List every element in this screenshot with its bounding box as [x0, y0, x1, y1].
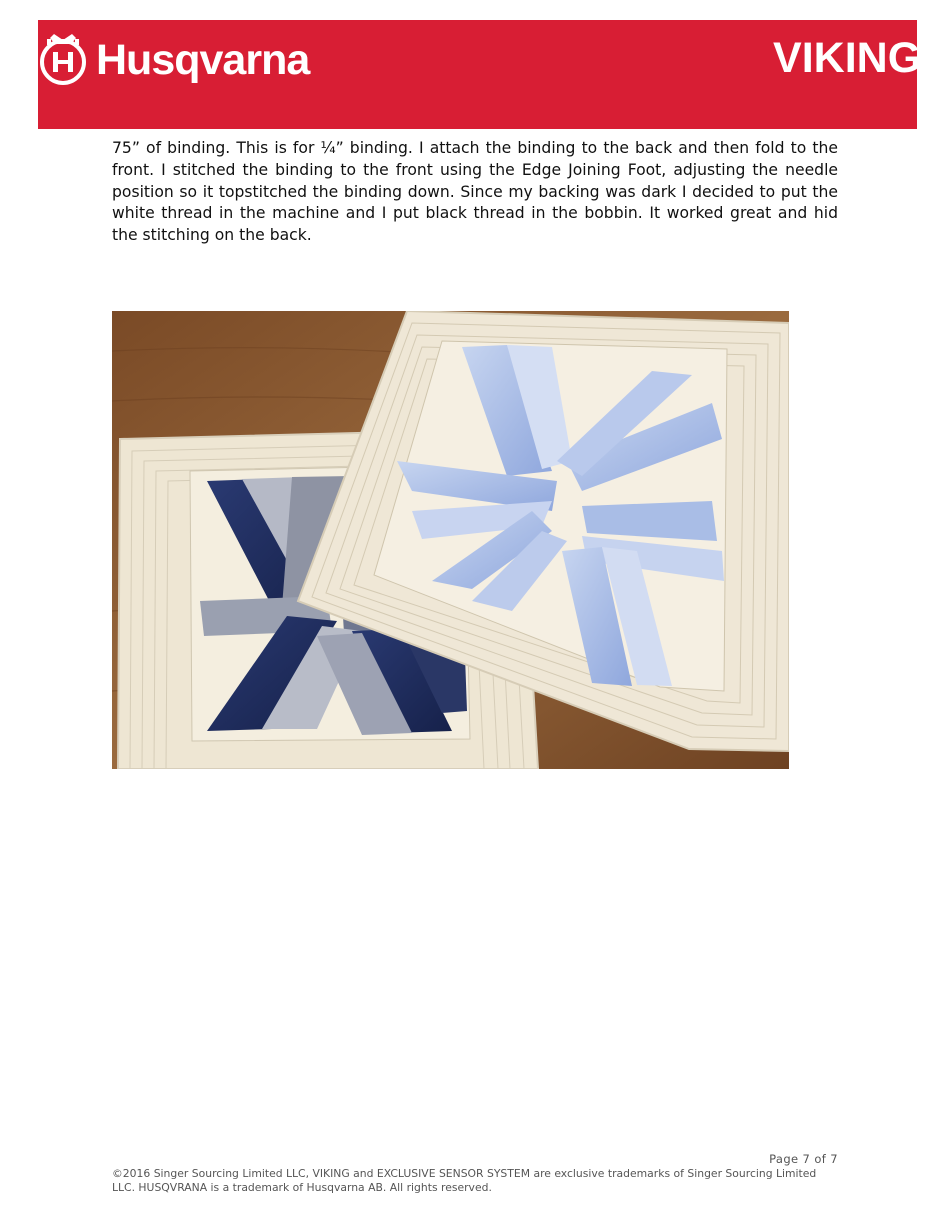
page-number: Page 7 of 7	[769, 1152, 838, 1166]
registered-mark: ®	[923, 38, 932, 52]
instruction-paragraph: 75” of binding. This is for ¼” binding. I attach the binding to the back and then fold to the front. I stitched the binding to the front using the Edge Joining Foot, adjusting the needle position so it topstitched the binding down. Since my backing was dark I decided to put the white thread in the machine and I put black thread in the bobbin. It worked great and hid the stitching on the back.	[112, 139, 838, 245]
brand-name-husqvarna: Husqvarna	[96, 35, 310, 84]
brand-viking-logo	[773, 34, 930, 83]
husqvarna-crown-h-icon	[38, 32, 88, 88]
quilted-placemats-photo	[112, 311, 789, 769]
placemats-illustration	[112, 311, 789, 769]
copyright-notice: ©2016 Singer Sourcing Limited LLC, VIKING and EXCLUSIVE SENSOR SYSTEM are exclusive trademarks of Singer Sourcing Limited LLC. HUSQVRANA is a trademark of Husqvarna AB. All rights reserved.	[112, 1167, 817, 1194]
husqvarna-logo	[38, 32, 309, 88]
brand-name-viking: VIKING	[773, 34, 922, 82]
